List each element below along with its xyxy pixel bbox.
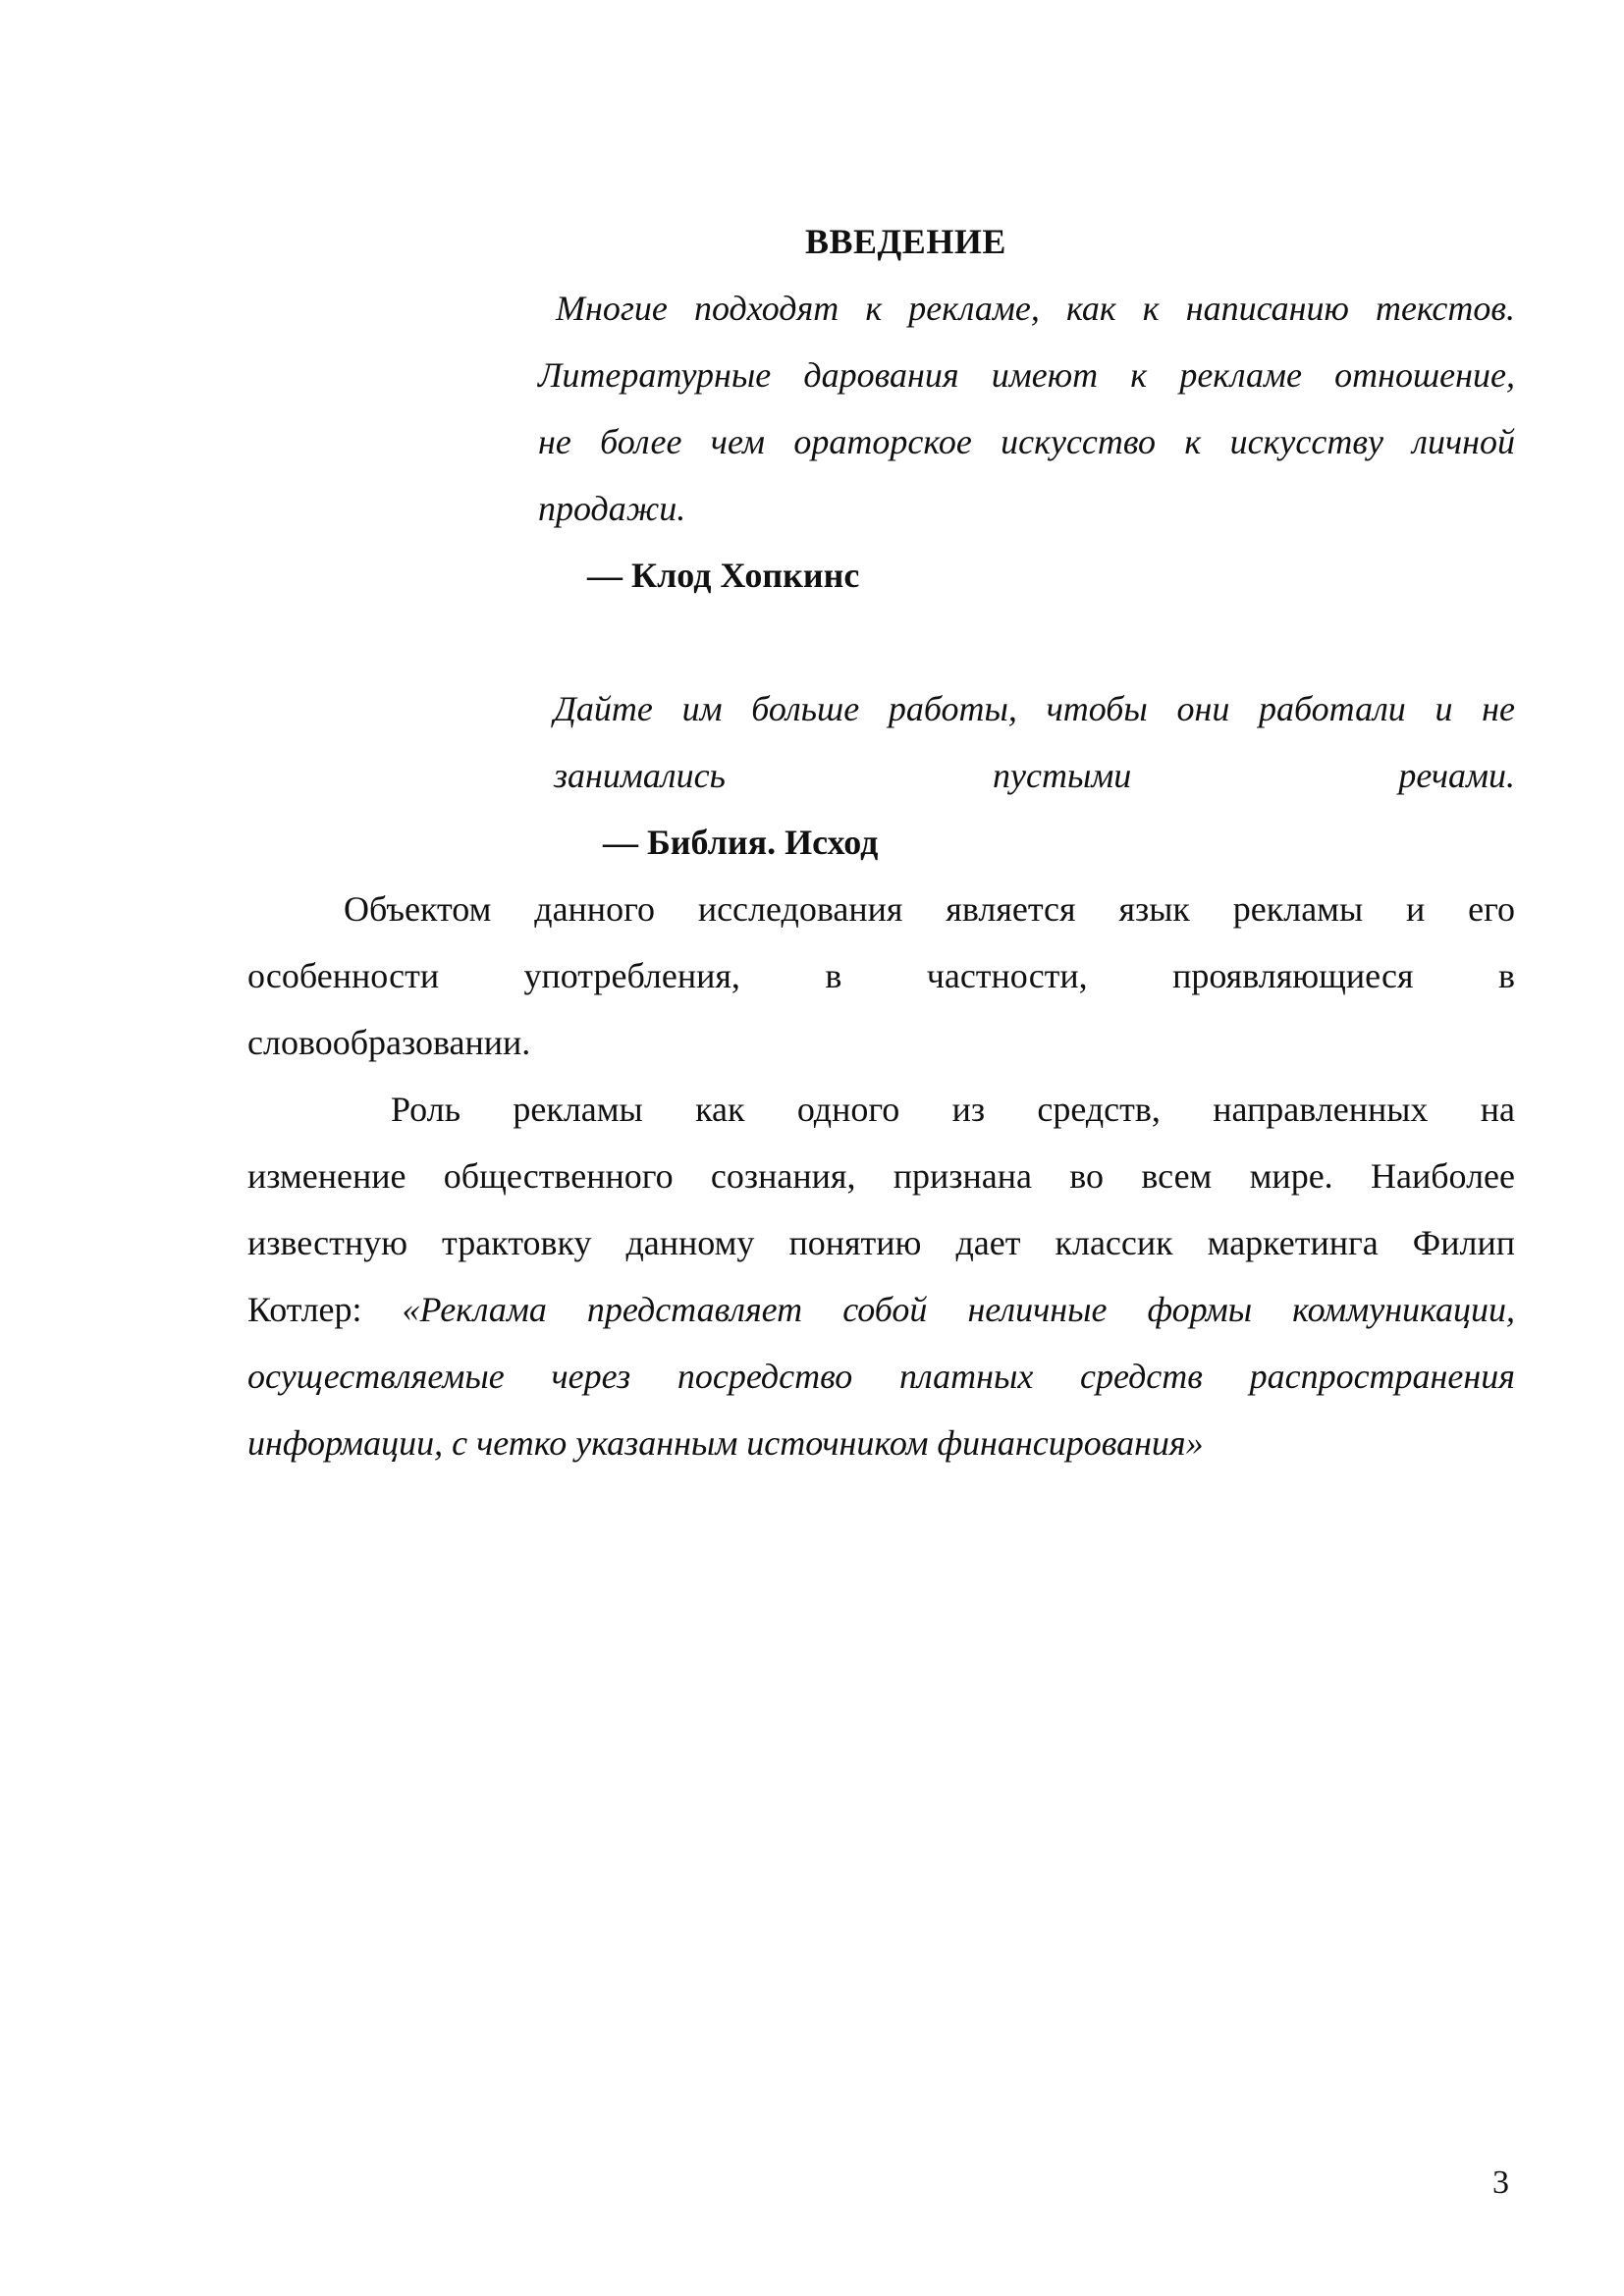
paragraph-line: Объектом данного исследования является язык рекламы и его: [344, 889, 1515, 929]
epigraph-line: продажи.: [538, 489, 686, 528]
kotler-quote-line: осуществляемые через посредство платных средств распространения: [247, 1357, 1515, 1396]
epigraph-author: — Библия. Исход: [603, 823, 879, 862]
paragraph-line: [247, 1288, 1515, 1331]
paragraph-line: словообразовании.: [247, 1023, 531, 1062]
epigraph-line: Литературные дарования имеют к рекламе отношение,: [538, 355, 1515, 395]
epigraph-line: Многие подходят к рекламе, как к написанию текстов.: [556, 289, 1515, 328]
kotler-quote-line: информации, с четко указанным источником финансирования»: [247, 1423, 1204, 1463]
epigraph-line: занимались пустыми речами.: [554, 756, 1515, 795]
kotler-quote: «Реклама представляет собой неличные формы коммуникации,: [402, 1290, 1515, 1329]
epigraph-line: Дайте им больше работы, чтобы они работали и не: [554, 689, 1515, 728]
page-number: 3: [1492, 2164, 1509, 2201]
page-title: ВВЕДЕНИЕ: [805, 222, 1006, 261]
epigraph-author: — Клод Хопкинс: [587, 556, 860, 595]
epigraph-line: не более чем ораторское искусство к искусству личной: [538, 422, 1515, 461]
kotler-name: Котлер:: [247, 1290, 403, 1329]
paragraph-line: особенности употребления, в частности, проявляющиеся в: [247, 956, 1515, 995]
paragraph-line: Роль рекламы как одного из средств, направленных на: [391, 1090, 1515, 1129]
paragraph-line: известную трактовку данному понятию дает классик маркетинга Филип: [247, 1223, 1515, 1262]
paragraph-line: изменение общественного сознания, признана во всем мире. Наиболее: [247, 1156, 1515, 1196]
